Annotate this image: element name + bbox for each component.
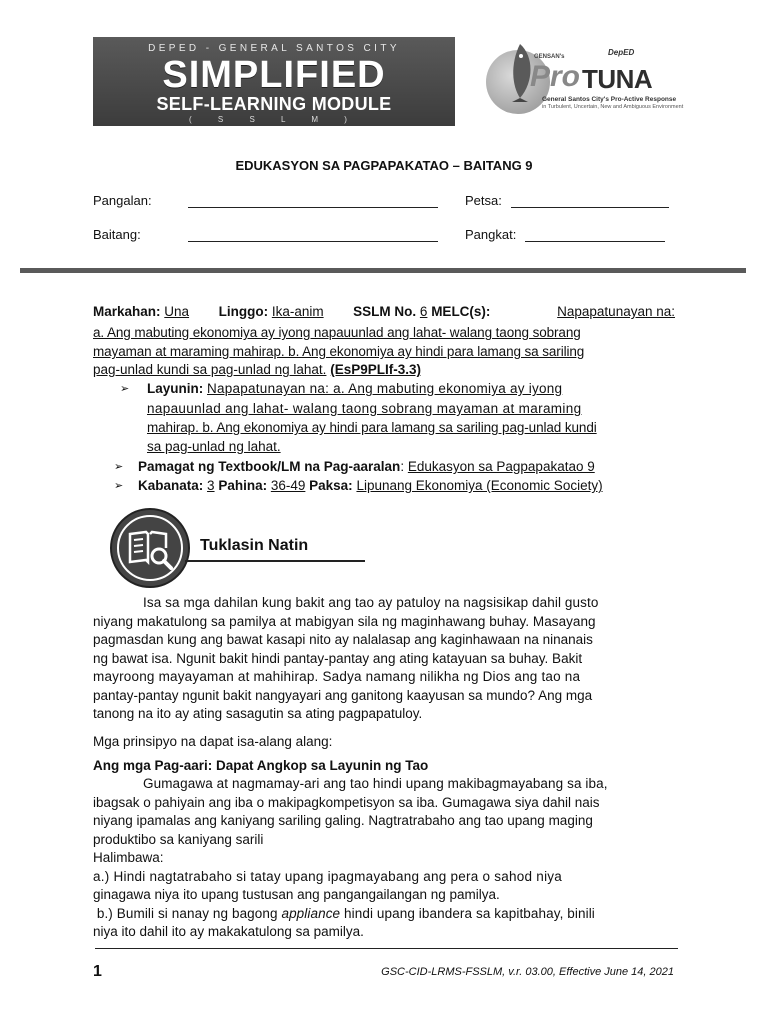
paksa-label: Paksa: [309,478,353,493]
body-p3-line-2: ibagsak o pahiyain ang iba o makipagkompetisyon sa iba. Gumagawa siya dahil nais [93,795,600,810]
kabanata-value: 3 [207,478,215,493]
body-p3-line-4: produktibo sa kaniyang sarili [93,832,264,847]
section-field[interactable] [525,241,665,242]
body-p2: Mga prinsipyo na dapat isa-alang alang: [93,734,333,749]
grade-label: Baitang: [93,227,141,242]
example-b-line-1 [93,905,675,923]
body-p3-line-3: niyang ipamalas ang kaniyang sariling galing. Nagtratrabaho ang tao upang maging [93,813,593,828]
paksa-value: Lipunang Ekonomiya (Economic Society) [356,478,603,493]
body-p1-line-2: niyang makatulong sa pamilya at mabigyan sila ng maginhawang buhay. Masayang [93,614,596,629]
kabanata-label: Kabanata: [138,478,204,493]
layunin-text-4: sa pag-unlad ng lahat. [147,439,281,454]
book-magnifier-icon [126,526,174,570]
body-p1-line-4: ng bawat isa. Ngunit bakit hindi pantay-pantay ang ating katayuan sa buhay. Bakit [93,651,583,666]
example-b-post: hindi upang ibandera sa kapitbahay, binili [340,906,595,921]
logo-gensan-text: GENSAN's [534,54,565,60]
header-divider [20,268,746,273]
layunin-text-2: napauunlad ang lahat- walang taong sobrang mayaman at maraming [147,401,582,416]
logo-tagline-1: General Santos City's Pro-Active Response [542,96,677,103]
melc-text-1: Napapatunayan na: [557,304,675,319]
page-number: 1 [93,963,102,980]
grade-field[interactable] [188,241,438,242]
logo-deped-text: DepED [608,48,635,57]
textbook-colon: : [400,459,405,474]
textbook-value: Edukasyon sa Pagpapakatao 9 [407,459,595,474]
layunin-line-1 [147,380,675,398]
logo-tuna-text: TUNA [582,64,653,94]
module-banner [93,37,455,126]
bullet-arrow-icon: ➢ [114,480,124,492]
logo-pro-text: Pro [530,60,581,93]
example-a-line-2: ginagawa niya ito upang tustusan ang pangangailangan ng pamilya. [93,887,500,902]
body-p1-line-5: mayroong mayayaman at mahihirap. Sadya namang nilikha ng Dios ang tao na [93,669,581,684]
logo-tagline-2: in Turbulent, Uncertain, New and Ambiguous Environment [542,104,684,110]
banner-sub-text: SELF-LEARNING MODULE [156,94,392,114]
melc-text-4-body: pag-unlad kundi sa pag-unlad ng lahat. [93,362,327,377]
melc-text-2: a. Ang mabuting ekonomiya ay iyong napauunlad ang lahat- walang taong sobrang [93,325,581,340]
layunin-text-1: Napapatunayan na: a. Ang mabuting ekonomiya ay iyong [207,381,563,396]
name-field[interactable] [188,207,438,208]
example-b-italic: appliance [281,906,341,921]
banner-sslm-text: ( S S L M ) [189,115,359,124]
sslm-value: 6 [419,304,428,319]
body-p1-line-1: Isa sa mga dahilan kung bakit ang tao ay patuloy na nagsisikap dahil gusto [143,595,599,610]
bullet-arrow-icon: ➢ [120,383,130,395]
textbook-label: Pamagat ng Textbook/LM na Pag-aaralan [138,459,401,474]
date-label: Petsa: [465,193,502,208]
melc-code: (EsP9PLIf-3.3) [330,362,421,377]
body-p1-line-6: pantay-pantay ngunit bakit nangyayari ang ganitong kaayusan sa mundo? Ang mga [93,688,593,703]
sslm-label: SSLM No. [353,304,417,319]
melc-text-4 [93,361,675,379]
footer-reference: GSC-CID-LRMS-FSSLM, v.r. 03.00, Effective June 14, 2021 [381,966,674,978]
textbook-line [138,458,678,476]
body-p1-line-7: tanong na ito ay ating sasagutin sa ating pagpapatuloy. [93,706,423,721]
melc-label: MELC(s): [431,304,491,319]
week-value: Ika-anim [271,304,324,319]
bullet-arrow-icon: ➢ [114,461,124,473]
banner-top-text: DEPED - GENERAL SANTOS CITY [148,43,400,54]
section-title: Tuklasin Natin [200,537,309,554]
date-field[interactable] [511,207,669,208]
subject-title: EDUKASYON SA PAGPAPAKATAO – BAITANG 9 [235,158,533,173]
melc-text-3: mayaman at maraming mahirap. b. Ang ekonomiya ay hindi para lamang sa sariling [93,344,585,359]
body-p1-line-3: pagmasdan kung ang bawat kasapi nito ay nalalasap ang kaginhawaan na ninanais [93,632,593,647]
banner-main-text: SIMPLIFIED [162,54,386,96]
week-label: Linggo: [218,304,269,319]
section-icon-badge [110,508,190,588]
body-heading: Ang mga Pag-aari: Dapat Angkop sa Layunin ng Tao [93,758,429,773]
body-halimbawa: Halimbawa: [93,850,164,865]
example-a-line-1: a.) Hindi nagtatrabaho si tatay upang ipagmayabang ang pera o sahod niya [93,869,563,884]
pahina-value: 36-49 [270,478,306,493]
section-label: Pangkat: [465,227,517,242]
pahina-label: Pahina: [218,478,268,493]
section-title-rule [185,560,365,562]
quarter-value: Una [164,304,190,319]
example-b-line-2: niya ito dahil ito ay makakatulong sa pamilya. [93,924,364,939]
layunin-text-3: mahirap. b. Ang ekonomiya ay hindi para lamang sa sariling pag-unlad kundi [147,420,597,435]
layunin-label: Layunin: [147,381,204,396]
body-p3-line-1: Gumagawa at nagmamay-ari ang tao hindi upang makibagmayabang sa iba, [143,776,608,791]
quarter-label: Markahan: [93,304,161,319]
kabanata-line [138,477,678,495]
protuna-logo [486,42,684,124]
name-label: Pangalan: [93,193,152,208]
example-b-pre: b.) Bumili si nanay ng bagong [93,906,282,921]
footer-divider [95,948,678,949]
